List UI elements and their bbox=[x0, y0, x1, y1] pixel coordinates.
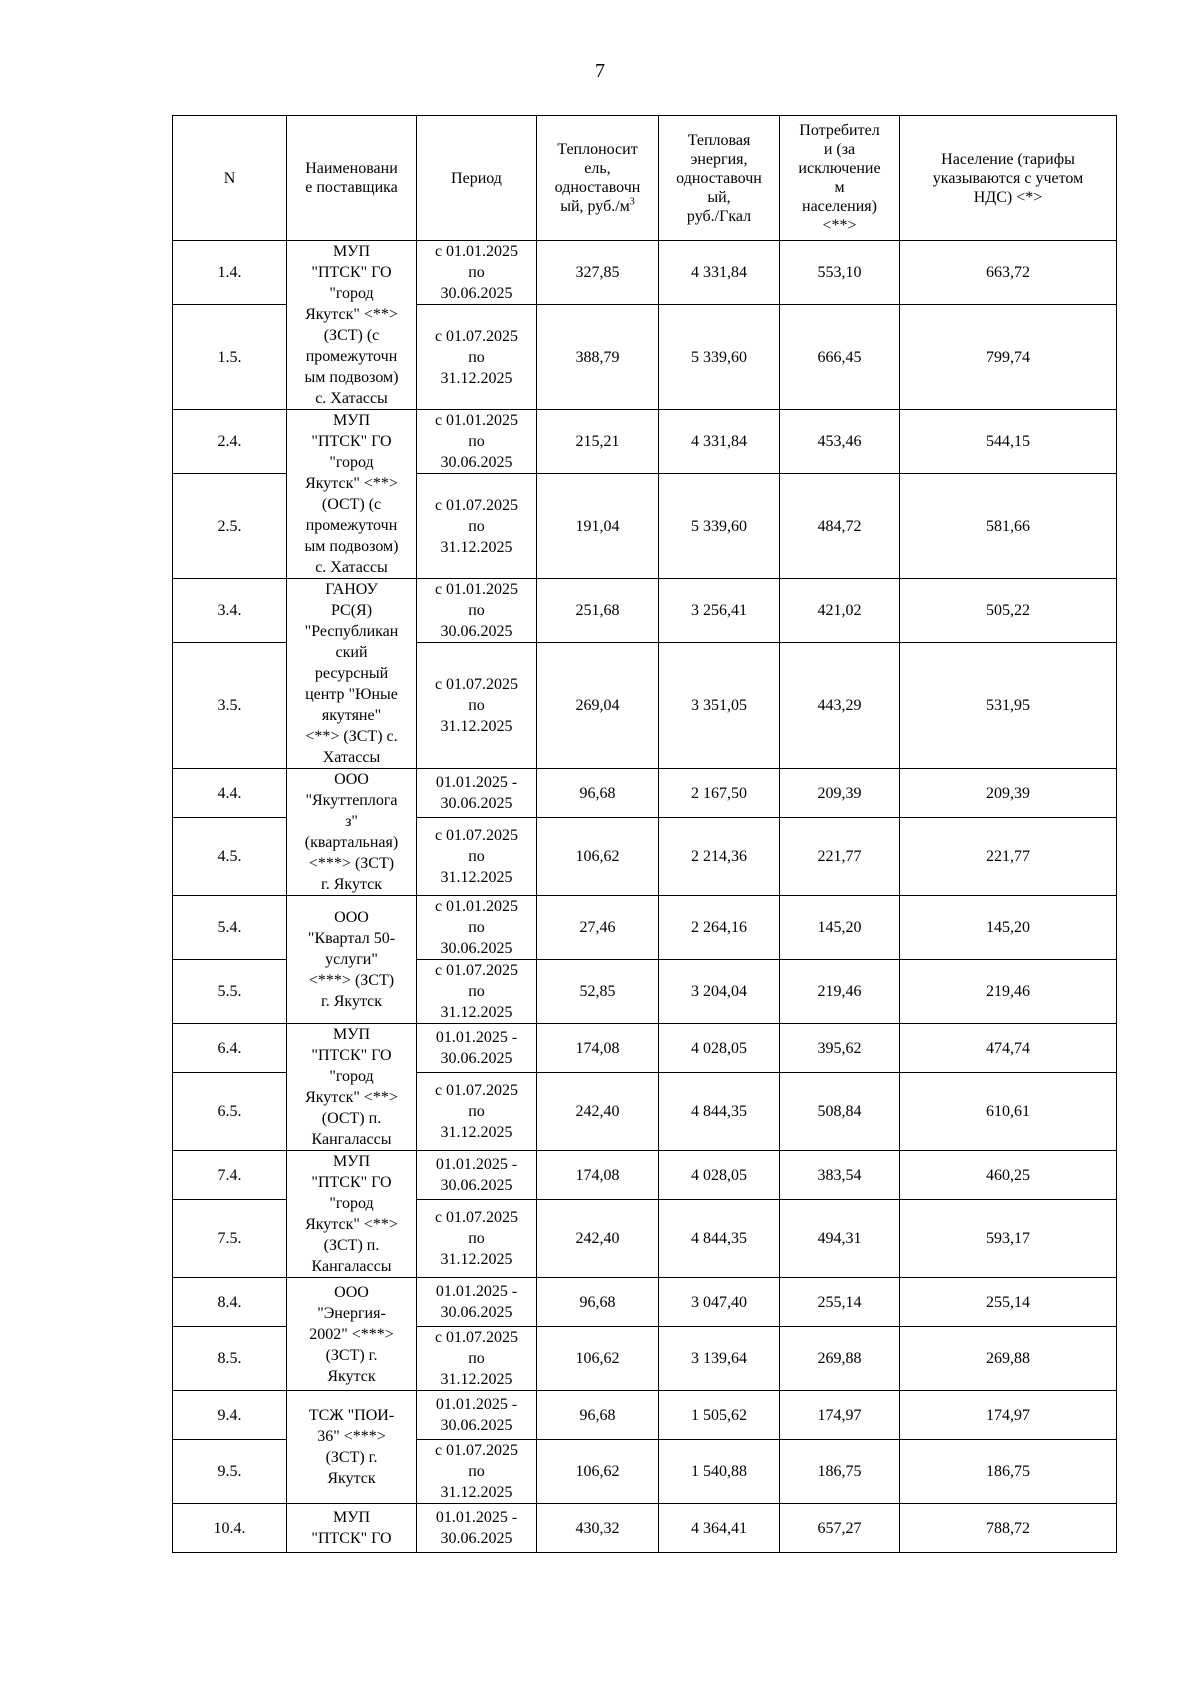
cell-number: 2.5. bbox=[173, 474, 287, 579]
cell-number: 3.4. bbox=[173, 579, 287, 643]
cell-heat: 4 028,05 bbox=[659, 1024, 780, 1073]
table-row bbox=[173, 1151, 1117, 1200]
header-coolant bbox=[537, 116, 659, 241]
cell-consumers: 484,72 bbox=[780, 474, 900, 579]
cell-coolant: 388,79 bbox=[537, 305, 659, 410]
table-row bbox=[173, 241, 1117, 305]
cell-consumers: 443,29 bbox=[780, 643, 900, 769]
cell-supplier: МУП "ПТСК" ГО "город Якутск" <**> (ЗСТ) п. Кангалассы bbox=[287, 1151, 417, 1278]
cell-number: 4.5. bbox=[173, 818, 287, 896]
tariff-table bbox=[172, 115, 1117, 1553]
cell-consumers: 494,31 bbox=[780, 1200, 900, 1278]
cell-coolant: 106,62 bbox=[537, 1327, 659, 1391]
cell-population: 663,72 bbox=[900, 241, 1117, 305]
cell-supplier: ООО "Якуттеплога з" (квартальная) <***> (ЗСТ) г. Якутск bbox=[287, 769, 417, 896]
cell-period: с 01.01.2025 по 30.06.2025 bbox=[417, 579, 537, 643]
cell-heat: 3 139,64 bbox=[659, 1327, 780, 1391]
cell-period: с 01.07.2025 по 31.12.2025 bbox=[417, 1200, 537, 1278]
cell-supplier: МУП "ПТСК" ГО "город Якутск" <**> (ОСТ) п. Кангалассы bbox=[287, 1024, 417, 1151]
cell-coolant: 251,68 bbox=[537, 579, 659, 643]
cell-coolant: 430,32 bbox=[537, 1504, 659, 1553]
table-row bbox=[173, 1024, 1117, 1073]
cell-heat: 3 256,41 bbox=[659, 579, 780, 643]
cell-period: с 01.07.2025 по 31.12.2025 bbox=[417, 305, 537, 410]
cell-heat: 1 505,62 bbox=[659, 1391, 780, 1440]
cell-population: 544,15 bbox=[900, 410, 1117, 474]
cell-population: 505,22 bbox=[900, 579, 1117, 643]
cell-supplier: ГАНОУ РС(Я) "Республикан ский ресурсный центр "Юные якутяне" <**> (ЗСТ) с. Хатассы bbox=[287, 579, 417, 769]
table-row bbox=[173, 1391, 1117, 1440]
cell-coolant: 96,68 bbox=[537, 1278, 659, 1327]
cell-population: 474,74 bbox=[900, 1024, 1117, 1073]
table-row bbox=[173, 1278, 1117, 1327]
cell-heat: 4 331,84 bbox=[659, 241, 780, 305]
cell-population: 593,17 bbox=[900, 1200, 1117, 1278]
cell-population: 269,88 bbox=[900, 1327, 1117, 1391]
cell-number: 9.4. bbox=[173, 1391, 287, 1440]
header-coolant-sup: 3 bbox=[629, 196, 635, 208]
cell-number: 9.5. bbox=[173, 1440, 287, 1504]
cell-period: с 01.01.2025 по 30.06.2025 bbox=[417, 410, 537, 474]
cell-population: 219,46 bbox=[900, 960, 1117, 1024]
cell-coolant: 27,46 bbox=[537, 896, 659, 960]
header-consumers: Потребител и (за исключение м населения) <**> bbox=[780, 116, 900, 241]
cell-population: 581,66 bbox=[900, 474, 1117, 579]
cell-coolant: 52,85 bbox=[537, 960, 659, 1024]
header-population: Население (тарифы указываются с учетом НДС) <*> bbox=[900, 116, 1117, 241]
cell-population: 531,95 bbox=[900, 643, 1117, 769]
cell-period: с 01.01.2025 по 30.06.2025 bbox=[417, 241, 537, 305]
cell-coolant: 174,08 bbox=[537, 1151, 659, 1200]
cell-heat: 4 844,35 bbox=[659, 1073, 780, 1151]
cell-population: 145,20 bbox=[900, 896, 1117, 960]
cell-number: 8.4. bbox=[173, 1278, 287, 1327]
cell-period: с 01.07.2025 по 31.12.2025 bbox=[417, 1073, 537, 1151]
cell-supplier: ООО "Квартал 50- услуги" <***> (ЗСТ) г. Якутск bbox=[287, 896, 417, 1024]
table-row bbox=[173, 579, 1117, 643]
cell-number: 10.4. bbox=[173, 1504, 287, 1553]
header-row bbox=[173, 116, 1117, 241]
table-row bbox=[173, 896, 1117, 960]
cell-consumers: 553,10 bbox=[780, 241, 900, 305]
cell-population: 221,77 bbox=[900, 818, 1117, 896]
cell-consumers: 255,14 bbox=[780, 1278, 900, 1327]
cell-consumers: 395,62 bbox=[780, 1024, 900, 1073]
cell-number: 3.5. bbox=[173, 643, 287, 769]
cell-consumers: 269,88 bbox=[780, 1327, 900, 1391]
cell-coolant: 174,08 bbox=[537, 1024, 659, 1073]
cell-coolant: 242,40 bbox=[537, 1073, 659, 1151]
cell-number: 4.4. bbox=[173, 769, 287, 818]
page-number: 7 bbox=[595, 60, 605, 82]
cell-heat: 4 331,84 bbox=[659, 410, 780, 474]
cell-consumers: 145,20 bbox=[780, 896, 900, 960]
cell-consumers: 221,77 bbox=[780, 818, 900, 896]
cell-population: 255,14 bbox=[900, 1278, 1117, 1327]
cell-supplier: МУП "ПТСК" ГО "город Якутск" <**> (ОСТ) (с промежуточн ым подвозом) с. Хатассы bbox=[287, 410, 417, 579]
cell-heat: 2 167,50 bbox=[659, 769, 780, 818]
cell-heat: 5 339,60 bbox=[659, 474, 780, 579]
table-row bbox=[173, 410, 1117, 474]
cell-number: 2.4. bbox=[173, 410, 287, 474]
cell-consumers: 453,46 bbox=[780, 410, 900, 474]
cell-number: 7.5. bbox=[173, 1200, 287, 1278]
cell-period: с 01.07.2025 по 31.12.2025 bbox=[417, 818, 537, 896]
cell-coolant: 269,04 bbox=[537, 643, 659, 769]
cell-period: с 01.01.2025 по 30.06.2025 bbox=[417, 896, 537, 960]
header-heat: Тепловая энергия, одноставочн ый, руб./Гкал bbox=[659, 116, 780, 241]
cell-number: 8.5. bbox=[173, 1327, 287, 1391]
cell-period: с 01.07.2025 по 31.12.2025 bbox=[417, 474, 537, 579]
cell-consumers: 186,75 bbox=[780, 1440, 900, 1504]
cell-period: 01.01.2025 - 30.06.2025 bbox=[417, 1151, 537, 1200]
cell-period: 01.01.2025 - 30.06.2025 bbox=[417, 1391, 537, 1440]
cell-coolant: 215,21 bbox=[537, 410, 659, 474]
cell-coolant: 327,85 bbox=[537, 241, 659, 305]
cell-coolant: 96,68 bbox=[537, 769, 659, 818]
cell-consumers: 666,45 bbox=[780, 305, 900, 410]
cell-heat: 1 540,88 bbox=[659, 1440, 780, 1504]
cell-number: 6.5. bbox=[173, 1073, 287, 1151]
header-supplier: Наименовани е поставщика bbox=[287, 116, 417, 241]
cell-coolant: 191,04 bbox=[537, 474, 659, 579]
cell-period: 01.01.2025 - 30.06.2025 bbox=[417, 1504, 537, 1553]
cell-period: 01.01.2025 - 30.06.2025 bbox=[417, 1024, 537, 1073]
cell-number: 1.4. bbox=[173, 241, 287, 305]
cell-population: 610,61 bbox=[900, 1073, 1117, 1151]
cell-period: с 01.07.2025 по 31.12.2025 bbox=[417, 643, 537, 769]
cell-consumers: 421,02 bbox=[780, 579, 900, 643]
cell-number: 1.5. bbox=[173, 305, 287, 410]
cell-period: 01.01.2025 - 30.06.2025 bbox=[417, 1278, 537, 1327]
cell-population: 788,72 bbox=[900, 1504, 1117, 1553]
cell-consumers: 657,27 bbox=[780, 1504, 900, 1553]
cell-period: с 01.07.2025 по 31.12.2025 bbox=[417, 960, 537, 1024]
cell-supplier: МУП "ПТСК" ГО "город Якутск" <**> (ЗСТ) (с промежуточн ым подвозом) с. Хатассы bbox=[287, 241, 417, 410]
cell-number: 5.5. bbox=[173, 960, 287, 1024]
cell-period: с 01.07.2025 по 31.12.2025 bbox=[417, 1327, 537, 1391]
header-period: Период bbox=[417, 116, 537, 241]
cell-consumers: 219,46 bbox=[780, 960, 900, 1024]
cell-period: 01.01.2025 - 30.06.2025 bbox=[417, 769, 537, 818]
cell-coolant: 242,40 bbox=[537, 1200, 659, 1278]
cell-coolant: 106,62 bbox=[537, 1440, 659, 1504]
cell-coolant: 96,68 bbox=[537, 1391, 659, 1440]
cell-heat: 3 047,40 bbox=[659, 1278, 780, 1327]
cell-supplier: ООО "Энергия- 2002" <***> (ЗСТ) г. Якутск bbox=[287, 1278, 417, 1391]
cell-consumers: 383,54 bbox=[780, 1151, 900, 1200]
cell-period: с 01.07.2025 по 31.12.2025 bbox=[417, 1440, 537, 1504]
cell-coolant: 106,62 bbox=[537, 818, 659, 896]
cell-heat: 2 214,36 bbox=[659, 818, 780, 896]
cell-number: 5.4. bbox=[173, 896, 287, 960]
table-row bbox=[173, 769, 1117, 818]
cell-number: 6.4. bbox=[173, 1024, 287, 1073]
cell-population: 460,25 bbox=[900, 1151, 1117, 1200]
cell-supplier: МУП "ПТСК" ГО bbox=[287, 1504, 417, 1553]
cell-consumers: 209,39 bbox=[780, 769, 900, 818]
cell-population: 209,39 bbox=[900, 769, 1117, 818]
cell-population: 799,74 bbox=[900, 305, 1117, 410]
cell-heat: 4 844,35 bbox=[659, 1200, 780, 1278]
cell-consumers: 174,97 bbox=[780, 1391, 900, 1440]
header-coolant-text: Теплоносит ель, одноставочн ый, руб./м bbox=[554, 141, 641, 215]
tariff-body bbox=[173, 241, 1117, 1553]
header-n: N bbox=[173, 116, 287, 241]
cell-heat: 5 339,60 bbox=[659, 305, 780, 410]
cell-heat: 4 364,41 bbox=[659, 1504, 780, 1553]
cell-supplier: ТСЖ "ПОИ- 36" <***> (ЗСТ) г. Якутск bbox=[287, 1391, 417, 1504]
cell-population: 174,97 bbox=[900, 1391, 1117, 1440]
table-row bbox=[173, 1504, 1117, 1553]
cell-population: 186,75 bbox=[900, 1440, 1117, 1504]
cell-heat: 3 351,05 bbox=[659, 643, 780, 769]
cell-number: 7.4. bbox=[173, 1151, 287, 1200]
cell-heat: 4 028,05 bbox=[659, 1151, 780, 1200]
cell-heat: 2 264,16 bbox=[659, 896, 780, 960]
cell-heat: 3 204,04 bbox=[659, 960, 780, 1024]
cell-consumers: 508,84 bbox=[780, 1073, 900, 1151]
